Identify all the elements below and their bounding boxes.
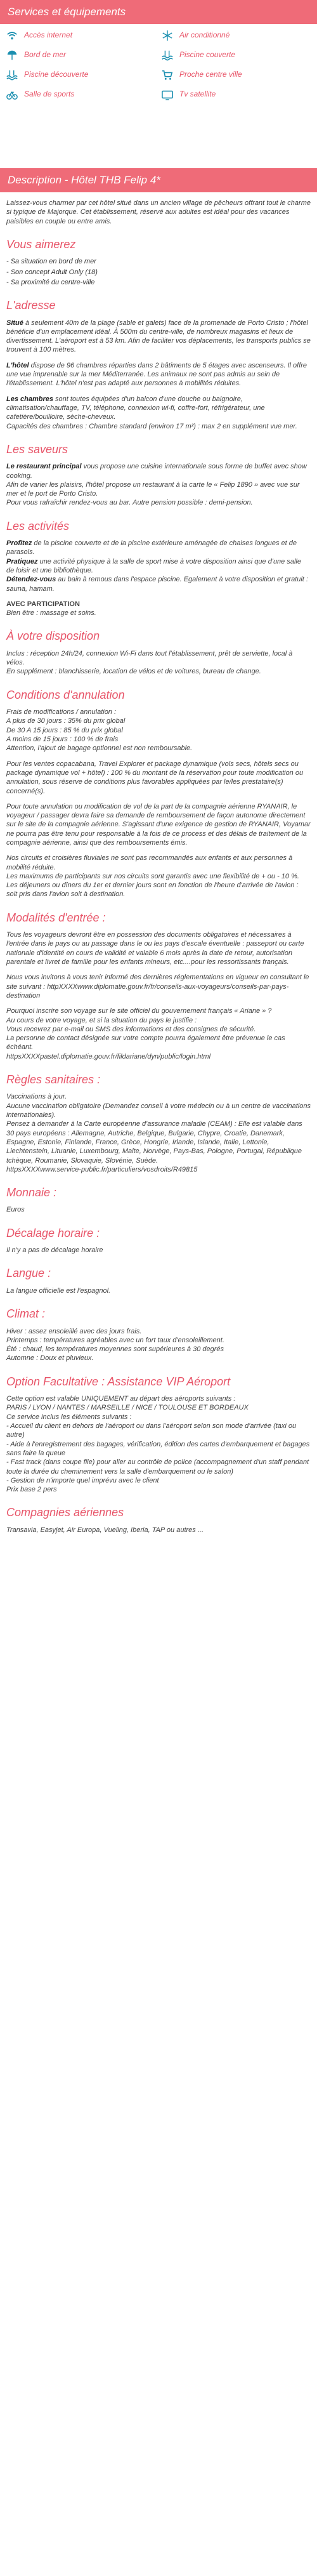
- paragraph-text: Les déjeuners ou dîners du 1er et dernier jours sont en fonction de l'heure d'arrivée de l'avion : soit pris dans l'avion soit à destination.: [6, 882, 299, 899]
- paragraph-text: Capacités des chambres : Chambre standard (environ 17 m²) : max 2 en supplément vue mer.: [6, 422, 297, 430]
- paragraph: La langue officielle est l'espagnol.: [6, 1286, 111, 1295]
- paragraph-label: Situé: [6, 319, 23, 327]
- aimerez-list: [6, 257, 311, 287]
- section-aimerez: [0, 237, 317, 287]
- section-title: Modalités d'entrée :: [6, 911, 106, 924]
- paragraph-text: Pour vous rafraîchir rendez-vous au bar. Autre pension possible : demi-pension.: [6, 499, 253, 507]
- service-item: [162, 69, 317, 81]
- line: A plus de 30 jours : 35% du prix global: [6, 717, 126, 725]
- line: Été : chaud, les températures moyennes sont supérieures à 30 degrés: [6, 1345, 224, 1354]
- section-title: Compagnies aériennes: [6, 1506, 124, 1519]
- service-label: Salle de sports: [24, 89, 75, 99]
- paragraph-text: Cette option est valable UNIQUEMENT au départ des aéroports suivants :: [6, 1395, 236, 1403]
- paragraph: Transavia, Easyjet, Air Europa, Vueling, Iberia, TAP ou autres ...: [6, 1526, 204, 1534]
- service-item: [162, 29, 317, 42]
- section-title: Climat :: [6, 1307, 46, 1321]
- paragraph-text: En supplément : blanchisserie, location de vélos et de voitures, bureau de change.: [6, 668, 261, 676]
- list-item: - Sa situation en bord de mer: [6, 258, 96, 266]
- line: - Aide à l'enregistrement des bagages, vérification, édition des cartes d'embarquement et bagages sans faire la queue: [6, 1440, 310, 1457]
- paragraph-text: httpsXXXXpastel.diplomatie.gouv.fr/fildariane/dyn/public/login.html: [6, 1052, 211, 1060]
- section-langue: [0, 1266, 317, 1295]
- paragraph-text: Bien être : massage et soins.: [6, 609, 96, 618]
- paragraph: [6, 462, 311, 507]
- list-item: - Son concept Adult Only (18): [6, 268, 98, 276]
- paragraph-label: Le restaurant principal: [6, 463, 82, 471]
- paragraph-text: PARIS / LYON / NANTES / MARSEILLE / NICE / TOULOUSE ET BORDEAUX: [6, 1404, 249, 1412]
- section-title: Règles sanitaires :: [6, 1073, 101, 1087]
- paragraph-text: httpsXXXXwww.service-public.fr/particuliers/vosdroits/R49815: [6, 1165, 198, 1173]
- section-disposition: [0, 629, 317, 676]
- paragraph-text: Nos circuits et croisières fluviales ne sont pas recommandés aux enfants et aux personnes à mobilité réduite.: [6, 854, 293, 871]
- paragraph: [6, 1007, 311, 1061]
- section-title: L'adresse: [6, 299, 56, 312]
- service-item: [6, 49, 162, 62]
- service-label: Piscine couverte: [179, 50, 236, 60]
- paragraph: [6, 319, 311, 355]
- section-adresse: [0, 298, 317, 431]
- paragraph: [6, 539, 311, 593]
- section-title: Les saveurs: [6, 442, 68, 456]
- wifi-icon: [6, 30, 18, 41]
- paragraph: [6, 1092, 311, 1174]
- description-intro: [0, 192, 317, 226]
- tv-icon: [162, 89, 173, 100]
- paragraph-text: dispose de 96 chambres réparties dans 2 bâtiments de 5 étages avec ascenseurs. Il offre une vue imprenable sur la mer Méditerranée. Les animaux ne sont pas admis au sein de l'établissement. L'hôtel n'est pas adapté aux personnes à mobilités réduites.: [6, 361, 307, 388]
- paragraph: Pour les ventes copacabana, Travel Explorer et package dynamique (vols secs, hôtels secs ou package dynamique vol + hôtel) : 100 % du montant de la réservation pour toute modification ou annulation, sous réserve de conditions plus favorables appliquées par le/les prestataire(s) concerné(s).: [6, 760, 304, 795]
- line: Attention, l'ajout de bagage optionnel est non remboursable.: [6, 744, 193, 753]
- section-compagnies: [0, 1505, 317, 1535]
- paragraph: [6, 649, 311, 677]
- paragraph: [6, 361, 311, 388]
- services-grid: [0, 24, 317, 105]
- description-text: Laissez-vous charmer par cet hôtel situé dans un ancien village de pêcheurs offrant tout le charme si typique de Majorque. Cet établissement, réservé aux adultes est idéal pour des vacances paisibles en couple ou entre amis.: [6, 199, 311, 225]
- bike-icon: [6, 89, 18, 100]
- snowflake-icon: [162, 30, 173, 41]
- pool-icon: [6, 69, 18, 81]
- paragraph: [6, 854, 311, 899]
- paragraph-label: Les chambres: [6, 395, 53, 403]
- section-saveurs: [0, 442, 317, 508]
- section-sanitaires: [0, 1073, 317, 1174]
- service-label: Tv satellite: [179, 89, 216, 99]
- section-title: Décalage horaire :: [6, 1226, 100, 1239]
- line: - Fast track (dans coupe file) pour aller au contrôle de police (accompagnement d'un staff pendant toute la durée du cheminement vers la salle d'embarquement ou le salon): [6, 1458, 309, 1476]
- section-title: Les activités: [6, 519, 70, 532]
- paragraph-label: L'hôtel: [6, 361, 29, 369]
- paragraph-label: Détendez-vous: [6, 576, 56, 584]
- paragraph-text: Au cours de votre voyage, et si la situation du pays le justifie :: [6, 1016, 197, 1024]
- line: - Accueil du client en dehors de l'aéroport ou dans l'aéroport selon son mode d'arrivée (taxi ou autre): [6, 1422, 297, 1439]
- line: Printemps : températures agréables avec un fort taux d'ensoleillement.: [6, 1336, 224, 1344]
- section-title: Vous aimerez: [6, 237, 76, 251]
- service-label: Piscine découverte: [24, 70, 89, 79]
- section-annulation: [0, 688, 317, 899]
- paragraph: [6, 395, 311, 431]
- line: De 30 A 15 jours : 85 % du prix global: [6, 726, 123, 734]
- paragraph-text: Vaccinations à jour.: [6, 1093, 67, 1101]
- paragraph-text: au bain à remous dans l'espace piscine. Egalement à votre disposition et gratuit : sauna, hamam.: [6, 576, 308, 593]
- paragraph-text: Pensez à demander à la Carte européenne d'assurance maladie (CEAM) : Elle est valable dans 30 pays européens : Allemagne, Autriche, Belgique, Bulgarie, Chypre, Croatie, Danemark, Espagne, Estonie, Finlande, France, Grèce, Hongrie, Irlande, Islande, Italie, Lettonie, Liechtenstein, Lituanie, Luxembourg, Malte, Norvège, Pays-Bas, Pologne, Portugal, République tchèque, Roumanie, Slovaquie, Slovénie, Suède.: [6, 1120, 302, 1165]
- description-title: Description - Hôtel THB Felip 4*: [0, 168, 317, 192]
- service-item: [162, 49, 317, 62]
- paragraph: [6, 1327, 311, 1363]
- service-item: [6, 69, 162, 81]
- paragraph-text: Aucune vaccination obligatoire (Demandez conseil à votre médecin ou à un centre de vaccinations internationales).: [6, 1102, 311, 1120]
- paragraph: Nous vous invitons à vous tenir informé des dernières réglementations en vigueur en consultant le site suivant : httpXXXXwww.diplomatie.gouv.fr/fr/conseils-aux-voyageurs/conseils-par-pays-destination: [6, 974, 309, 1000]
- service-label: Air conditionné: [179, 30, 230, 40]
- section-entree: [0, 911, 317, 1061]
- paragraph-label: Profitez: [6, 539, 32, 548]
- line: Hiver : assez ensoleillé avec des jours frais.: [6, 1327, 142, 1335]
- section-option: [0, 1375, 317, 1495]
- line: Prix base 2 pers: [6, 1486, 57, 1494]
- line: Automne : Doux et pluvieux.: [6, 1354, 94, 1363]
- section-title: Conditions d'annulation: [6, 688, 125, 701]
- paragraph: Il n'y a pas de décalage horaire: [6, 1246, 103, 1255]
- paragraph-text: Afin de varier les plaisirs, l'hôtel propose un restaurant à la carte le « Felip 1890 » avec vue sur mer et le port de Porto Cristo.: [6, 480, 300, 498]
- line: A moins de 15 jours : 100 % de frais: [6, 736, 119, 744]
- paragraph: [6, 600, 311, 618]
- paragraph-text: Inclus : réception 24h/24, connexion Wi-Fi dans tout l'établissement, prêt de serviette, local à vélos.: [6, 649, 293, 667]
- line: Frais de modifications / annulation :: [6, 708, 117, 717]
- paragraph-text: Pourquoi inscrire son voyage sur le site officiel du gouvernement français « Ariane » ?: [6, 1007, 272, 1015]
- section-title: Monnaie :: [6, 1186, 57, 1199]
- paragraph-text: sont toutes équipées d'un balcon d'une douche ou baignoire, climatisation/chauffage, TV, téléphone, connexion wi-fi, coffre-fort, réfrigérateur, une cafetière/bouilloire, sèche-cheveux.: [6, 395, 265, 421]
- list-item: - Sa proximité du centre-ville: [6, 278, 95, 286]
- service-label: Bord de mer: [24, 50, 67, 60]
- services-title: Services et équipements: [0, 0, 317, 24]
- paragraph-text: à seulement 40m de la plage (sable et galets) face de la promenade de Porto Cristo ; l'hôtel bénéficie d'un emplacement idéal. À 500m du centre-ville, de nombreux magasins et lieux de divertissement. L'aéroport est à 53 km. Afin de faciliter vos déplacements, les transports publics se trouvent à 100 mètres.: [6, 319, 311, 354]
- service-label: Proche centre ville: [179, 70, 242, 79]
- pool-icon: [162, 50, 173, 61]
- section-title: Langue :: [6, 1267, 51, 1280]
- paragraph-text: Ce service inclus les éléments suivants :: [6, 1413, 132, 1421]
- section-title: Option Facultative : Assistance VIP Aéroport: [6, 1375, 231, 1388]
- paragraph-label: AVEC PARTICIPATION: [6, 600, 80, 608]
- service-item: [6, 29, 162, 42]
- section-title: À votre disposition: [6, 630, 100, 643]
- paragraph-text: vous propose une cuisine internationale sous forme de buffet avec show cooking.: [6, 463, 307, 480]
- section-decalage: [0, 1226, 317, 1255]
- paragraph: Euros: [6, 1206, 25, 1214]
- service-label: Accès internet: [24, 30, 73, 40]
- paragraph: [6, 1394, 311, 1494]
- paragraph-text: Vous recevrez par e-mail ou SMS des informations et des consignes de sécurité.: [6, 1025, 256, 1033]
- section-monnaie: [0, 1186, 317, 1215]
- paragraph: Pour toute annulation ou modification de vol de la part de la compagnie aérienne RYANAIR, le voyageur / passager devra faire sa demande de remboursement de façon autonome directement sur le site de la compagnie aérienne. S'agissant d'une exigence de gestion de RYANAIR, Voyamar ne pourra pas être tenu pour responsable à la fois de ce process et des délais de traitement de la compagnie aérienne, ainsi que des remboursements émis.: [6, 802, 311, 847]
- section-climat: [0, 1307, 317, 1363]
- paragraph-text: de la piscine couverte et de la piscine extérieure aménagée de chaises longues et de parasols.: [6, 539, 297, 557]
- beach-icon: [6, 50, 18, 61]
- paragraph: Tous les voyageurs devront être en possession des documents obligatoires et nécessaires à l'entrée dans le pays ou au passage dans le ou les pays d'escale éventuelle : passeport ou carte nationale d'identité en cours de validité et valable 6 mois après la date de retour, autorisation parentale et livret de famille pour les enfants mineurs, etc....pour les ressortissants français.: [6, 931, 304, 967]
- paragraph-label: Pratiquez: [6, 557, 38, 565]
- line: - Gestion de n'importe quel imprévu avec le client: [6, 1476, 159, 1484]
- service-item: [6, 88, 162, 101]
- section-activites: [0, 519, 317, 618]
- paragraph: [6, 708, 311, 753]
- service-item: [162, 88, 317, 101]
- paragraph-text: La personne de contact désignée sur votre compte pourra également être prévenue le cas échéant.: [6, 1034, 285, 1052]
- shopping-cart-icon: [162, 69, 173, 81]
- paragraph-text: Les maximums de participants sur nos circuits sont garantis avec une flexibilité de + ou - 10 %.: [6, 872, 299, 880]
- paragraph-text: une activité physique à la salle de sport mise à votre disposition ainsi que d'une salle de loisir et une bibliothèque.: [6, 557, 301, 574]
